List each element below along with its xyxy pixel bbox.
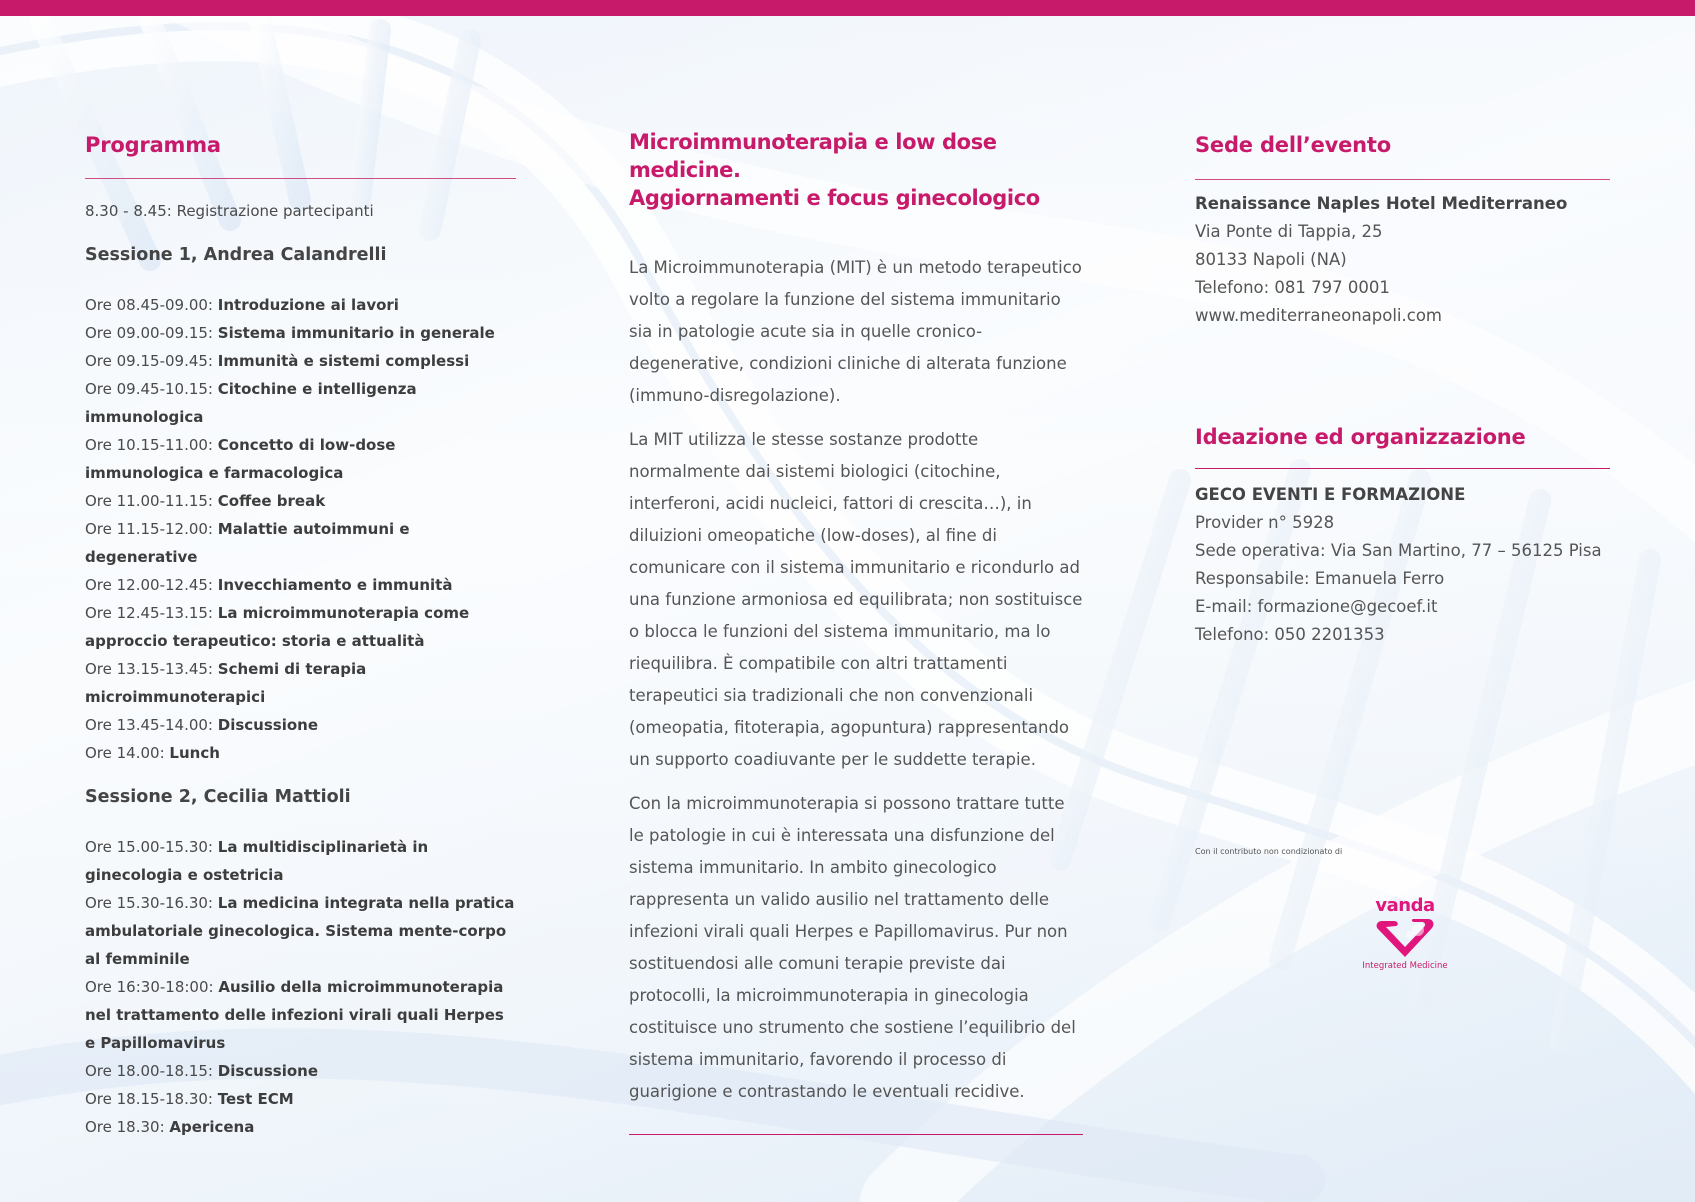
schedule-item	[85, 655, 516, 711]
schedule-item	[85, 889, 516, 973]
session-2-title: Sessione 2, Cecilia Mattioli	[85, 787, 351, 807]
schedule-topic: Citochine e intelligenza immunologica	[85, 380, 417, 426]
organizer-office: Sede operativa: Via San Martino, 77 – 56125 Pisa	[1195, 541, 1602, 560]
logo-wordmark: vanda	[1375, 895, 1435, 916]
schedule-topic: Ausilio della microimmunoterapia nel trattamento delle infezioni virali quali Herpes e Papillomavirus	[85, 978, 504, 1052]
schedule-time: Ore 13.15-13.45:	[85, 660, 218, 678]
venue-title: Sede dell’evento	[1195, 133, 1391, 157]
schedule-topic: Malattie autoimmuni e degenerative	[85, 520, 410, 566]
session-1-title: Sessione 1, Andrea Calandrelli	[85, 245, 387, 265]
schedule-time: Ore 11.15-12.00:	[85, 520, 218, 538]
schedule-item	[85, 599, 516, 655]
schedule-item	[85, 1113, 516, 1141]
description-divider	[629, 1134, 1083, 1135]
paragraph-2: La MIT utilizza le stesse sostanze prodotte normalmente dai sistemi biologici (citochine, interferoni, acidi nucleici, fattori di crescita…), in diluizioni omeopatiche (low-doses), al fine di comunicare con il sistema immunitario e ricondurlo ad una funzione armoniosa ed equilibrata; non sostituisce o blocca le funzioni del sistema immunitario, ma lo riequilibra. È compatibile con altri trattamenti terapeutici sia tradizionali che non convenzionali (omeopatia, fitoterapia, agopuntura) rappresentando un supporto coadiuvante per le suddette terapie.	[629, 430, 1083, 769]
schedule-time: Ore 09.15-09.45:	[85, 352, 218, 370]
schedule-time: Ore 13.45-14.00:	[85, 716, 218, 734]
schedule-item	[85, 291, 516, 319]
schedule-time: Ore 09.45-10.15:	[85, 380, 218, 398]
paragraph-1: La Microimmunoterapia (MIT) è un metodo terapeutico volto a regolare la funzione del sistema immunitario sia in patologie acute sia in quelle cronico-degenerative, condizioni cliniche di alterata funzione (immuno-disregolazione).	[629, 258, 1082, 405]
schedule-topic: Test ECM	[217, 1090, 294, 1108]
session-1-schedule	[85, 291, 516, 767]
schedule-item	[85, 833, 516, 889]
description-section	[629, 128, 1083, 1135]
venue-city: 80133 Napoli (NA)	[1195, 250, 1347, 269]
schedule-item	[85, 347, 516, 375]
schedule-topic: Discussione	[217, 1062, 319, 1080]
session-2-schedule	[85, 833, 516, 1141]
schedule-time: Ore 16:30-18:00:	[85, 978, 219, 996]
sponsor-note: Con il contributo non condizionato di	[1195, 847, 1343, 856]
vanda-logo	[1355, 896, 1455, 971]
venue-block	[1195, 128, 1610, 330]
organizer-block	[1195, 420, 1610, 649]
schedule-item	[85, 431, 516, 487]
schedule-time: Ore 11.00-11.15:	[85, 492, 218, 510]
schedule-topic: Apericena	[169, 1118, 255, 1136]
organizer-provider: Provider n° 5928	[1195, 513, 1335, 532]
schedule-time: Ore 09.00-09.15:	[85, 324, 218, 342]
event-title-line-1: Microimmunoterapia e low dose medicine.	[629, 130, 997, 182]
schedule-item	[85, 1057, 516, 1085]
paragraph-3: Con la microimmunoterapia si possono trattare tutte le patologie in cui è interessata una disfunzione del sistema immunitario. In ambito ginecologico rappresenta un valido ausilio nel trattamento delle infezioni virali quali Herpes e Papillomavirus. Pur non sostituendosi alle comuni terapie previste dai protocolli, la microimmunoterapia in ginecologia costituisce uno strumento che sostiene l’equilibrio del sistema immunitario, favorendo il processo di guarigione e contrastando le eventuali recidive.	[629, 794, 1076, 1101]
schedule-item	[85, 739, 516, 767]
heart-logo-icon	[1374, 917, 1436, 959]
schedule-topic: Concetto di low-dose immunologica e farmacologica	[85, 436, 396, 482]
program-title: Programma	[85, 133, 221, 157]
organizer-title: Ideazione ed organizzazione	[1195, 425, 1526, 449]
schedule-topic: Introduzione ai lavori	[217, 296, 399, 314]
organizer-manager: Responsabile: Emanuela Ferro	[1195, 569, 1445, 588]
schedule-topic: La microimmunoterapia come approccio terapeutico: storia e attualità	[85, 604, 470, 650]
schedule-time: Ore 15.30-16.30:	[85, 894, 218, 912]
schedule-time: Ore 14.00:	[85, 744, 170, 762]
logo-tagline: Integrated Medicine	[1362, 961, 1448, 971]
organizer-email[interactable]: E-mail: formazione@gecoef.it	[1195, 597, 1438, 616]
schedule-item	[85, 1085, 516, 1113]
schedule-time: Ore 18.30:	[85, 1118, 170, 1136]
schedule-topic: Schemi di terapia microimmunoterapici	[85, 660, 367, 706]
info-section	[1195, 128, 1610, 649]
schedule-time: Ore 08.45-09.00:	[85, 296, 218, 314]
schedule-item	[85, 515, 516, 571]
schedule-item	[85, 571, 516, 599]
program-divider	[85, 178, 516, 179]
schedule-topic: La multidisciplinarietà in ginecologia e ostetricia	[85, 838, 429, 884]
event-title	[629, 128, 1083, 212]
schedule-time: Ore 15.00-15.30:	[85, 838, 218, 856]
schedule-time: Ore 18.00-18.15:	[85, 1062, 218, 1080]
program-section	[85, 128, 516, 1141]
schedule-item	[85, 487, 516, 515]
schedule-topic: La medicina integrata nella pratica ambulatoriale ginecologica. Sistema mente-corpo al femminile	[85, 894, 515, 968]
schedule-item	[85, 319, 516, 347]
venue-divider	[1195, 179, 1610, 180]
event-title-line-2: Aggiornamenti e focus ginecologico	[629, 186, 1040, 210]
schedule-topic: Immunità e sistemi complessi	[217, 352, 470, 370]
schedule-item	[85, 375, 516, 431]
venue-name: Renaissance Naples Hotel Mediterraneo	[1195, 194, 1568, 213]
registration-line: 8.30 - 8.45: Registrazione partecipanti	[85, 202, 374, 220]
venue-address: Via Ponte di Tappia, 25	[1195, 222, 1383, 241]
venue-website[interactable]: www.mediterraneonapoli.com	[1195, 306, 1443, 325]
schedule-item	[85, 711, 516, 739]
venue-phone: Telefono: 081 797 0001	[1195, 278, 1390, 297]
organizer-phone: Telefono: 050 2201353	[1195, 625, 1385, 644]
schedule-time: Ore 12.00-12.45:	[85, 576, 218, 594]
schedule-topic: Sistema immunitario in generale	[217, 324, 495, 342]
schedule-topic: Discussione	[217, 716, 319, 734]
schedule-time: Ore 18.15-18.30:	[85, 1090, 218, 1108]
schedule-item	[85, 973, 516, 1057]
schedule-topic: Coffee break	[217, 492, 326, 510]
schedule-topic: Invecchiamento e immunità	[217, 576, 453, 594]
schedule-topic: Lunch	[169, 744, 220, 762]
schedule-time: Ore 10.15-11.00:	[85, 436, 218, 454]
organizer-name: GECO EVENTI E FORMAZIONE	[1195, 485, 1466, 504]
schedule-time: Ore 12.45-13.15:	[85, 604, 218, 622]
top-accent-bar	[0, 0, 1695, 16]
organizer-divider	[1195, 468, 1610, 469]
